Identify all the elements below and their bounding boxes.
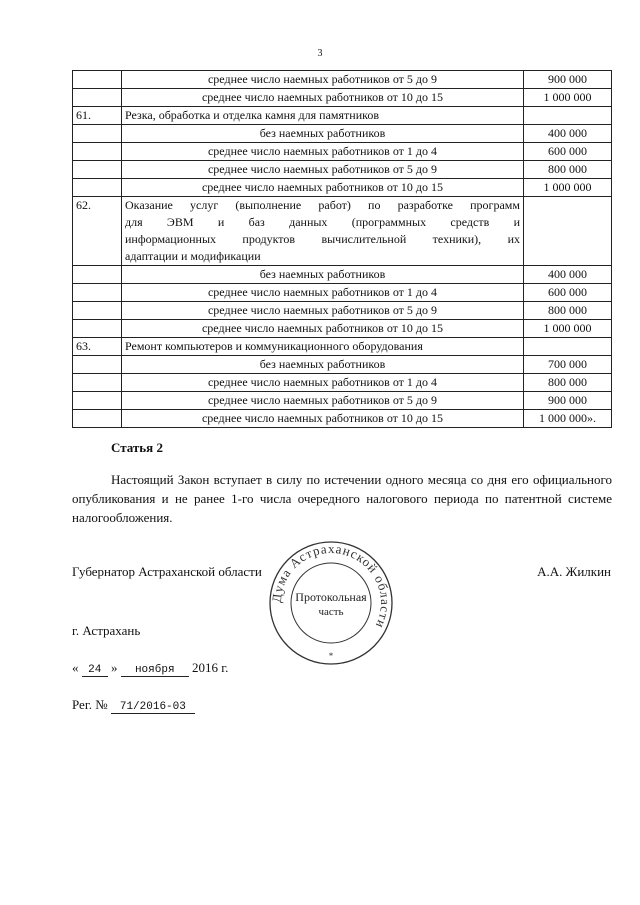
row-value: 1 000 000 bbox=[524, 179, 612, 197]
row-description: среднее число наемных работников от 5 до 9 bbox=[122, 302, 524, 320]
table-row bbox=[73, 356, 612, 374]
date-quote-close: » bbox=[111, 660, 118, 675]
row-number: 63. bbox=[73, 338, 122, 356]
governor-name: А.А. Жилкин bbox=[537, 564, 611, 579]
table-row bbox=[73, 107, 612, 125]
reg-label: Рег. № bbox=[72, 697, 108, 712]
row-number bbox=[73, 71, 122, 89]
row-description: среднее число наемных работников от 10 до 15 bbox=[122, 179, 524, 197]
row-description-line: информационных продуктов вычислительной техники), их bbox=[122, 231, 524, 248]
table-row bbox=[73, 392, 612, 410]
article-paragraph bbox=[72, 470, 612, 527]
table-row bbox=[73, 266, 612, 284]
row-number: 62. bbox=[73, 197, 122, 266]
row-description: Резка, обработка и отделка камня для памятников bbox=[122, 107, 524, 125]
date-month: ноября bbox=[121, 664, 189, 677]
table-row bbox=[73, 161, 612, 179]
row-description: среднее число наемных работников от 1 до 4 bbox=[122, 284, 524, 302]
license-cost-table bbox=[72, 70, 612, 428]
row-number bbox=[73, 89, 122, 107]
table-row bbox=[73, 284, 612, 302]
row-description: среднее число наемных работников от 5 до 9 bbox=[122, 71, 524, 89]
row-description: среднее число наемных работников от 1 до 4 bbox=[122, 374, 524, 392]
table-row bbox=[73, 320, 612, 338]
row-description: среднее число наемных работников от 10 до 15 bbox=[122, 89, 524, 107]
table-row bbox=[73, 179, 612, 197]
row-description: среднее число наемных работников от 5 до 9 bbox=[122, 392, 524, 410]
table-body bbox=[73, 71, 612, 428]
row-number bbox=[73, 125, 122, 143]
table-row bbox=[73, 374, 612, 392]
table-row bbox=[73, 125, 612, 143]
row-number bbox=[73, 302, 122, 320]
row-value: 400 000 bbox=[524, 266, 612, 284]
row-description-line: адаптации и модификации bbox=[122, 248, 524, 266]
row-number bbox=[73, 143, 122, 161]
row-value: 900 000 bbox=[524, 71, 612, 89]
table-row bbox=[73, 302, 612, 320]
page-number: 3 bbox=[317, 48, 323, 59]
governor-title: Губернатор Астраханской области bbox=[72, 564, 262, 579]
row-description: без наемных работников bbox=[122, 356, 524, 374]
row-number bbox=[73, 374, 122, 392]
row-number bbox=[73, 179, 122, 197]
row-number: 61. bbox=[73, 107, 122, 125]
row-description: Ремонт компьютеров и коммуникационного оборудования bbox=[122, 338, 524, 356]
row-description: среднее число наемных работников от 5 до 9 bbox=[122, 161, 524, 179]
row-value: 800 000 bbox=[524, 161, 612, 179]
article-title: Статья 2 bbox=[111, 440, 163, 455]
official-stamp bbox=[268, 540, 394, 666]
registration bbox=[72, 697, 195, 714]
row-value: 1 000 000 bbox=[524, 89, 612, 107]
city: г. Астрахань bbox=[72, 623, 141, 638]
row-number bbox=[73, 266, 122, 284]
date-year: 2016 г. bbox=[192, 660, 229, 675]
reg-number: 71/2016-03 bbox=[111, 701, 195, 714]
row-number bbox=[73, 392, 122, 410]
table-row bbox=[73, 410, 612, 428]
row-value bbox=[524, 197, 612, 266]
row-description-line: Оказание услуг (выполнение работ) по разработке программ bbox=[122, 197, 524, 215]
row-description: среднее число наемных работников от 10 до 15 bbox=[122, 320, 524, 338]
row-number bbox=[73, 356, 122, 374]
row-value: 700 000 bbox=[524, 356, 612, 374]
row-value: 1 000 000 bbox=[524, 320, 612, 338]
table-row bbox=[73, 338, 612, 356]
row-value: 800 000 bbox=[524, 374, 612, 392]
stamp-outer-text: Дума Астраханской области bbox=[268, 540, 394, 632]
row-value: 1 000 000». bbox=[524, 410, 612, 428]
stamp-center-line2: часть bbox=[318, 606, 344, 618]
row-description: среднее число наемных работников от 10 до 15 bbox=[122, 410, 524, 428]
row-value: 600 000 bbox=[524, 284, 612, 302]
row-description-line: для ЭВМ и баз данных (программных средств и bbox=[122, 214, 524, 231]
row-value bbox=[524, 338, 612, 356]
row-description: среднее число наемных работников от 1 до 4 bbox=[122, 143, 524, 161]
row-description: без наемных работников bbox=[122, 125, 524, 143]
stamp-star: * bbox=[328, 651, 334, 661]
row-number bbox=[73, 410, 122, 428]
date-day: 24 bbox=[82, 664, 108, 677]
row-number bbox=[73, 284, 122, 302]
stamp-center-line1: Протокольная bbox=[295, 590, 367, 604]
table-row bbox=[73, 71, 612, 89]
row-value: 900 000 bbox=[524, 392, 612, 410]
row-number bbox=[73, 161, 122, 179]
date-quote-open: « bbox=[72, 660, 79, 675]
date-line bbox=[72, 660, 228, 677]
table-row bbox=[73, 197, 612, 215]
row-value: 600 000 bbox=[524, 143, 612, 161]
row-description: без наемных работников bbox=[122, 266, 524, 284]
row-value: 800 000 bbox=[524, 302, 612, 320]
row-value: 400 000 bbox=[524, 125, 612, 143]
article-text: Настоящий Закон вступает в силу по истечении одного месяца со дня его официального опубликования и не ранее 1-го числа очередного налогового периода по патентной системе налогообложения. bbox=[72, 472, 612, 525]
table-row bbox=[73, 143, 612, 161]
row-number bbox=[73, 320, 122, 338]
table-row bbox=[73, 89, 612, 107]
row-value bbox=[524, 107, 612, 125]
